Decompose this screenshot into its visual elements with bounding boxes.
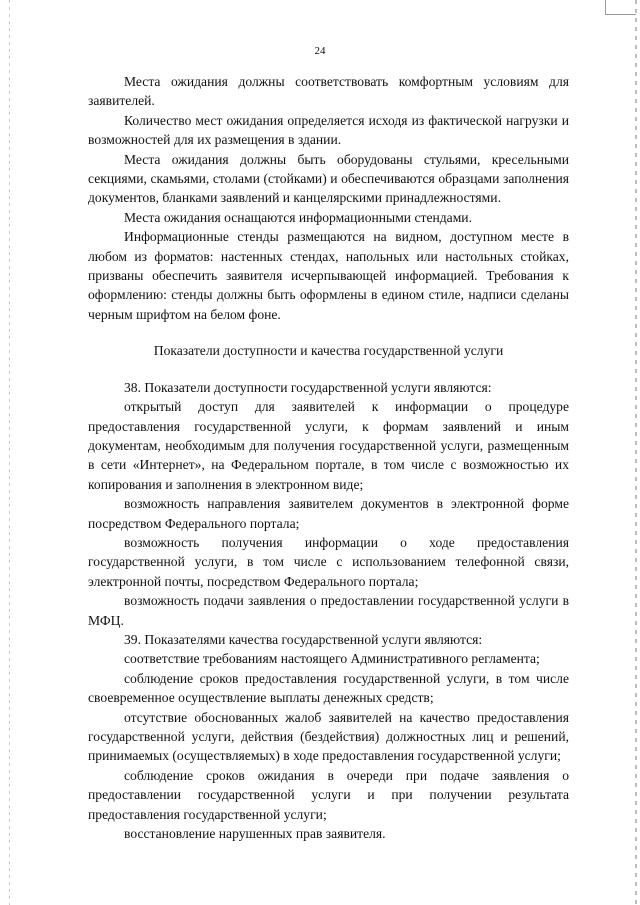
section-heading: Показатели доступности и качества государственной услуги (153, 343, 504, 359)
paragraph: соответствие требованиям настоящего Административного регламента; (124, 651, 540, 667)
paragraph: отсутствие обоснованных жалоб заявителей на качество предоставления государственной услуги, действия (бездействия) должностных лиц и решений, принимаемых (осуществляемых) в ходе предоставления государственной услуги; (88, 709, 569, 764)
paragraph: восстановление нарушенных прав заявителя. (124, 826, 386, 842)
paragraph: Места ожидания оснащаются информационными стендами. (124, 209, 472, 225)
paragraph: возможность получения информации о ходе предоставления государственной услуги, в том числе с использованием телефонной связи, электронной почты, посредством Федерального портала; (88, 534, 569, 589)
paragraph: 38. Показатели доступности государственной услуги являются: (124, 379, 492, 395)
paragraph: Количество мест ожидания определяется исходя из фактической нагрузки и возможностей для их размещения в здании. (88, 112, 569, 148)
paragraph: 39. Показателями качества государственной услуги являются: (124, 631, 483, 647)
paragraph: Места ожидания должны соответствовать комфортным условиям для заявителей. (88, 74, 569, 109)
paragraph: возможность направления заявителем документов в электронной форме посредством Федерального портала; (88, 496, 569, 531)
scan-edge-right (635, 0, 637, 905)
paragraph: возможность подачи заявления о предоставлении государственной услуги в МФЦ. (88, 593, 569, 628)
paragraph: Информационные стенды размещаются на видном, доступном месте в любом из форматов: настенных стендах, напольных или настольных стойках, призваны обеспечить заявителя исчерпывающей информацией. Требования к оформлению: стенды должны быть оформлены в едином стиле, надписи сделаны черным шрифтом на белом фоне. (88, 229, 569, 322)
page-number: 24 (314, 45, 326, 57)
scan-edge-left (9, 0, 10, 905)
document-body (88, 72, 569, 843)
paragraph: соблюдение сроков предоставления государственной услуги, в том числе своевременное осуществление выплаты денежных средств; (88, 670, 569, 706)
scan-corner-mark (605, 0, 636, 15)
paragraph: Места ожидания должны быть оборудованы стульями, кресельными секциями, скамьями, столами (стойками) и обеспечиваются образцами заполнения документов, бланками заявлений и канцелярскими принадлежностями. (88, 151, 569, 206)
paragraph: открытый доступ для заявителей к информации о процедуре предоставления государственной услуги, к формам заявлений и иным документам, необходимым для получения государственной услуги, размещенным в сети «Интернет», на Федеральном портале, в том числе с возможностью их копирования и заполнения в электронном виде; (88, 399, 569, 492)
paragraph: соблюдение сроков ожидания в очереди при подаче заявления о предоставлении государственной услуги и при получении результата предоставления государственной услуги; (88, 767, 569, 822)
